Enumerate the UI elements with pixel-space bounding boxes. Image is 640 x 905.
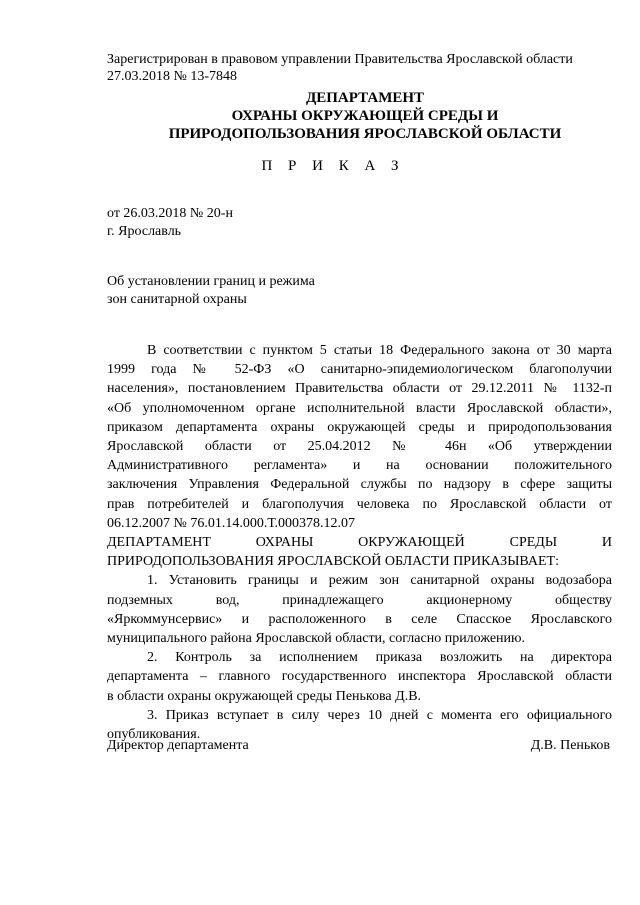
registration-line-1: Зарегистрирован в правовом управлении Правительства Ярославской области — [107, 52, 573, 67]
orders-line: ДЕПАРТАМЕНТ ОХРАНЫ ОКРУЖАЮЩЕЙ СРЕДЫ И — [107, 535, 612, 551]
preamble-line: Ярославской области от 25.04.2012 № 46н «Об утверждении — [107, 439, 612, 455]
department-line-3: ПРИРОДОПОЛЬЗОВАНИЯ ЯРОСЛАВСКОЙ ОБЛАСТИ — [168, 126, 562, 142]
item-1-line: муниципального района Ярославской области, согласно приложению. — [107, 631, 525, 647]
item-2-line: 2. Контроль за исполнением приказа возложить на директора — [147, 650, 612, 666]
subject-line-1: Об установлении границ и режима — [107, 274, 315, 289]
department-line-1: ДЕПАРТАМЕНТ — [305, 90, 425, 106]
registration-line-2: 27.03.2018 № 13-7848 — [107, 69, 238, 84]
item-3-line: 3. Приказ вступает в силу через 10 дней с момента его официального — [147, 707, 612, 723]
subject-line-2: зон санитарной охраны — [107, 292, 247, 307]
item-1-line: 1. Установить границы и режим зон санитарной охраны водозабора — [147, 573, 612, 589]
registration-note — [107, 51, 573, 85]
item-1-line: подземных вод, принадлежащего акционерному обществу — [107, 592, 612, 608]
preamble-line: 1999 года № 52-ФЗ «О санитарно-эпидемиологическом благополучии — [107, 362, 612, 378]
signature-position: Директор департамента — [107, 738, 249, 753]
signature-name: Д.В. Пеньков — [530, 738, 610, 753]
item-1-line: «Яркоммунсервис» и расположенного в селе Спасское Ярославского — [107, 611, 612, 627]
department-line-2: ОХРАНЫ ОКРУЖАЮЩЕЙ СРЕДЫ И — [231, 108, 499, 124]
orders-line: ПРИРОДОПОЛЬЗОВАНИЯ ЯРОСЛАВСКОЙ ОБЛАСТИ ПРИКАЗЫВАЕТ: — [107, 554, 559, 570]
document-body — [107, 341, 612, 744]
preamble-line: населения», постановлением Правительства области от 29.12.2011 № 1132-п — [107, 381, 612, 397]
preamble-line: 06.12.2007 № 76.01.14.000.Т.000378.12.07 — [107, 515, 356, 531]
item-2-line: в области охраны окружающей среды Пенькова Д.В. — [107, 688, 422, 704]
item-3-line: опубликования. — [107, 727, 201, 743]
date-number: от 26.03.2018 № 20-н — [107, 206, 233, 221]
preamble-line: прав потребителей и благополучия человека по Ярославской области от — [107, 496, 612, 512]
item-2-line: департамента – главного государственного инспектора Ярославской области — [107, 669, 612, 685]
preamble-line: приказом департамента охраны окружающей среды и природопользования — [107, 419, 612, 435]
department-header — [0, 89, 640, 143]
preamble-line: В соответствии с пунктом 5 статьи 18 Федерального закона от 30 марта — [147, 343, 612, 358]
subject-block — [107, 273, 315, 309]
date-block — [107, 205, 233, 241]
city: г. Ярославль — [107, 224, 182, 239]
document-type-title: П Р И К А З — [261, 158, 405, 174]
preamble-line: заключения Управления Федеральной службы по надзору в сфере защиты — [107, 477, 612, 493]
preamble-line: Административного регламента» и на основании положительного — [107, 458, 612, 474]
preamble-line: «Об уполномоченном органе исполнительной власти Ярославской области», — [107, 400, 612, 416]
